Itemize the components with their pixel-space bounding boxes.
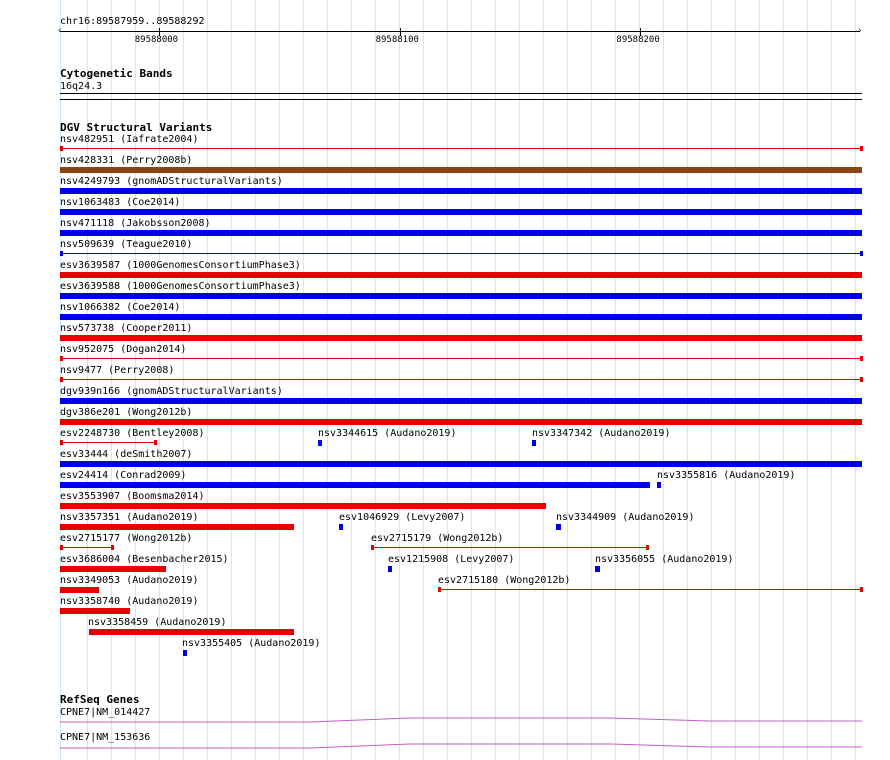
dgv-feature-glyph[interactable]: [60, 335, 862, 341]
dgv-feature-label[interactable]: esv1215908 (Levy2007): [388, 554, 515, 565]
cytoband-band-lower: [60, 99, 862, 100]
dgv-feature-glyph[interactable]: [60, 167, 862, 173]
dgv-feature-label[interactable]: nsv509639 (Teague2010): [60, 239, 193, 250]
dgv-feature-endcap: [646, 545, 649, 550]
dgv-feature-label[interactable]: esv3639588 (1000GenomesConsortiumPhase3): [60, 281, 301, 292]
dgv-feature-label[interactable]: dgv386e201 (Wong2012b): [60, 407, 193, 418]
dgv-feature-endcap: [371, 545, 374, 550]
dgv-feature-endcap: [60, 146, 63, 151]
dgv-feature-label[interactable]: nsv3358459 (Audano2019): [88, 617, 227, 628]
dgv-feature-glyph[interactable]: [60, 587, 99, 593]
dgv-feature-label[interactable]: nsv3358740 (Audano2019): [60, 596, 199, 607]
dgv-feature-label[interactable]: esv2248730 (Bentley2008): [60, 428, 205, 439]
grid-line: [591, 0, 592, 760]
grid-line: [759, 0, 760, 760]
grid-line: [855, 0, 856, 760]
dgv-feature-label[interactable]: esv2715177 (Wong2012b): [60, 533, 193, 544]
ruler-tick-label: 89588100: [375, 35, 419, 45]
dgv-track-title[interactable]: DGV Structural Variants: [60, 121, 213, 134]
dgv-feature-glyph[interactable]: [60, 398, 862, 404]
grid-line: [447, 0, 448, 760]
grid-line: [495, 0, 496, 760]
ruler-tick-label: 89588200: [616, 35, 660, 45]
dgv-feature-glyph[interactable]: [60, 608, 130, 614]
dgv-feature-glyph[interactable]: [657, 482, 661, 488]
dgv-feature-label[interactable]: nsv3355405 (Audano2019): [182, 638, 321, 649]
cytoband-label: 16q24.3: [60, 81, 103, 92]
dgv-feature-endcap: [111, 545, 114, 550]
dgv-feature-glyph[interactable]: [556, 524, 561, 530]
dgv-feature-glyph[interactable]: [318, 440, 322, 446]
dgv-feature-label[interactable]: esv3553907 (Boomsma2014): [60, 491, 205, 502]
dgv-feature-label[interactable]: nsv3356055 (Audano2019): [595, 554, 734, 565]
dgv-feature-label[interactable]: nsv3349053 (Audano2019): [60, 575, 199, 586]
dgv-feature-endcap: [860, 356, 863, 361]
grid-line: [111, 0, 112, 760]
dgv-feature-glyph[interactable]: [60, 379, 862, 380]
dgv-feature-label[interactable]: nsv952075 (Dogan2014): [60, 344, 187, 355]
dgv-feature-endcap: [60, 251, 63, 256]
dgv-feature-label[interactable]: nsv1066382 (Coe2014): [60, 302, 181, 313]
dgv-feature-glyph[interactable]: [183, 650, 187, 656]
dgv-feature-glyph[interactable]: [60, 547, 113, 548]
dgv-feature-glyph[interactable]: [60, 253, 862, 254]
dgv-feature-endcap: [60, 440, 63, 445]
grid-line: [519, 0, 520, 760]
ruler-left-arrow-icon: ‹: [57, 26, 63, 36]
dgv-feature-glyph[interactable]: [60, 503, 546, 509]
dgv-feature-glyph[interactable]: [339, 524, 343, 530]
dgv-feature-glyph[interactable]: [438, 589, 862, 590]
dgv-feature-endcap: [860, 146, 863, 151]
dgv-feature-glyph[interactable]: [89, 629, 294, 635]
grid-line: [807, 0, 808, 760]
dgv-feature-glyph[interactable]: [388, 566, 392, 572]
grid-line: [375, 0, 376, 760]
dgv-feature-glyph[interactable]: [60, 524, 294, 530]
grid-line: [87, 0, 88, 760]
dgv-feature-label[interactable]: esv2715179 (Wong2012b): [371, 533, 504, 544]
dgv-feature-endcap: [438, 587, 441, 592]
dgv-feature-label[interactable]: esv2715180 (Wong2012b): [438, 575, 571, 586]
dgv-feature-label[interactable]: nsv3344615 (Audano2019): [318, 428, 457, 439]
dgv-feature-glyph[interactable]: [60, 230, 862, 236]
grid-line: [159, 0, 160, 760]
ruler[interactable]: [57, 26, 863, 38]
grid-line: [711, 0, 712, 760]
grid-line: [663, 0, 664, 760]
ruler-tick-label: 89588000: [134, 35, 179, 45]
dgv-feature-label[interactable]: esv24414 (Conrad2009): [60, 470, 187, 481]
dgv-feature-label[interactable]: nsv1063483 (Coe2014): [60, 197, 181, 208]
grid-line: [687, 0, 688, 760]
ruler-right-arrow-icon: ›: [857, 26, 863, 36]
dgv-feature-endcap: [860, 377, 863, 382]
dgv-feature-endcap: [60, 545, 63, 550]
dgv-feature-glyph[interactable]: [60, 314, 862, 320]
cytoband-track-title[interactable]: Cytogenetic Bands: [60, 67, 173, 80]
dgv-feature-label[interactable]: nsv471118 (Jakobsson2008): [60, 218, 211, 229]
gene-label[interactable]: CPNE7|NM_153636: [60, 732, 151, 743]
gene-transcript-1[interactable]: [60, 716, 862, 726]
dgv-feature-label[interactable]: esv3686004 (Besenbacher2015): [60, 554, 229, 565]
grid-line: [639, 0, 640, 760]
dgv-feature-endcap: [860, 587, 863, 592]
grid-line: [135, 0, 136, 760]
grid-line: [783, 0, 784, 760]
grid-line: [615, 0, 616, 760]
dgv-feature-glyph[interactable]: [60, 272, 862, 278]
dgv-feature-glyph[interactable]: [60, 188, 862, 194]
dgv-feature-label[interactable]: nsv482951 (Iafrate2004): [60, 134, 199, 145]
dgv-feature-label[interactable]: esv3639587 (1000GenomesConsortiumPhase3): [60, 260, 301, 271]
dgv-feature-glyph[interactable]: [371, 547, 648, 548]
dgv-feature-endcap: [60, 377, 63, 382]
dgv-feature-glyph[interactable]: [60, 566, 166, 572]
dgv-feature-glyph[interactable]: [60, 148, 862, 149]
dgv-feature-glyph[interactable]: [60, 419, 862, 425]
grid-line: [471, 0, 472, 760]
dgv-feature-label[interactable]: nsv3357351 (Audano2019): [60, 512, 199, 523]
dgv-feature-glyph[interactable]: [60, 293, 862, 299]
dgv-feature-label[interactable]: nsv9477 (Perry2008): [60, 365, 175, 376]
dgv-feature-glyph[interactable]: [595, 566, 600, 572]
dgv-feature-label[interactable]: esv1046929 (Levy2007): [339, 512, 466, 523]
dgv-feature-endcap: [860, 251, 863, 256]
refseq-track-title[interactable]: RefSeq Genes: [60, 693, 140, 706]
grid-line: [399, 0, 400, 760]
dgv-feature-endcap: [154, 440, 157, 445]
dgv-feature-glyph[interactable]: [532, 440, 536, 446]
position-label: chr16:89587959..89588292: [60, 16, 205, 27]
cytoband-band[interactable]: [60, 93, 862, 94]
dgv-feature-glyph[interactable]: [60, 461, 862, 467]
grid-line: [831, 0, 832, 760]
dgv-feature-label[interactable]: nsv4249793 (gnomADStructuralVariants): [60, 176, 283, 187]
dgv-feature-label[interactable]: nsv428331 (Perry2008b): [60, 155, 193, 166]
dgv-feature-glyph[interactable]: [60, 209, 862, 215]
dgv-feature-glyph[interactable]: [60, 442, 156, 443]
grid-line: [567, 0, 568, 760]
grid-line: [327, 0, 328, 760]
dgv-feature-label[interactable]: esv33444 (deSmith2007): [60, 449, 193, 460]
dgv-feature-label[interactable]: nsv3347342 (Audano2019): [532, 428, 671, 439]
grid-line: [735, 0, 736, 760]
ruler-line: [60, 31, 860, 32]
dgv-feature-label[interactable]: nsv3355816 (Audano2019): [657, 470, 796, 481]
dgv-feature-glyph[interactable]: [60, 358, 862, 359]
grid-line: [423, 0, 424, 760]
dgv-feature-label[interactable]: dgv939n166 (gnomADStructuralVariants): [60, 386, 283, 397]
dgv-feature-endcap: [60, 356, 63, 361]
grid-line: [351, 0, 352, 760]
gene-label[interactable]: CPNE7|NM_014427: [60, 707, 151, 718]
grid-line: [543, 0, 544, 760]
dgv-feature-glyph[interactable]: [60, 482, 650, 488]
dgv-feature-label[interactable]: nsv3344909 (Audano2019): [556, 512, 695, 523]
gene-transcript-2[interactable]: [60, 741, 862, 751]
dgv-feature-label[interactable]: nsv573738 (Cooper2011): [60, 323, 193, 334]
